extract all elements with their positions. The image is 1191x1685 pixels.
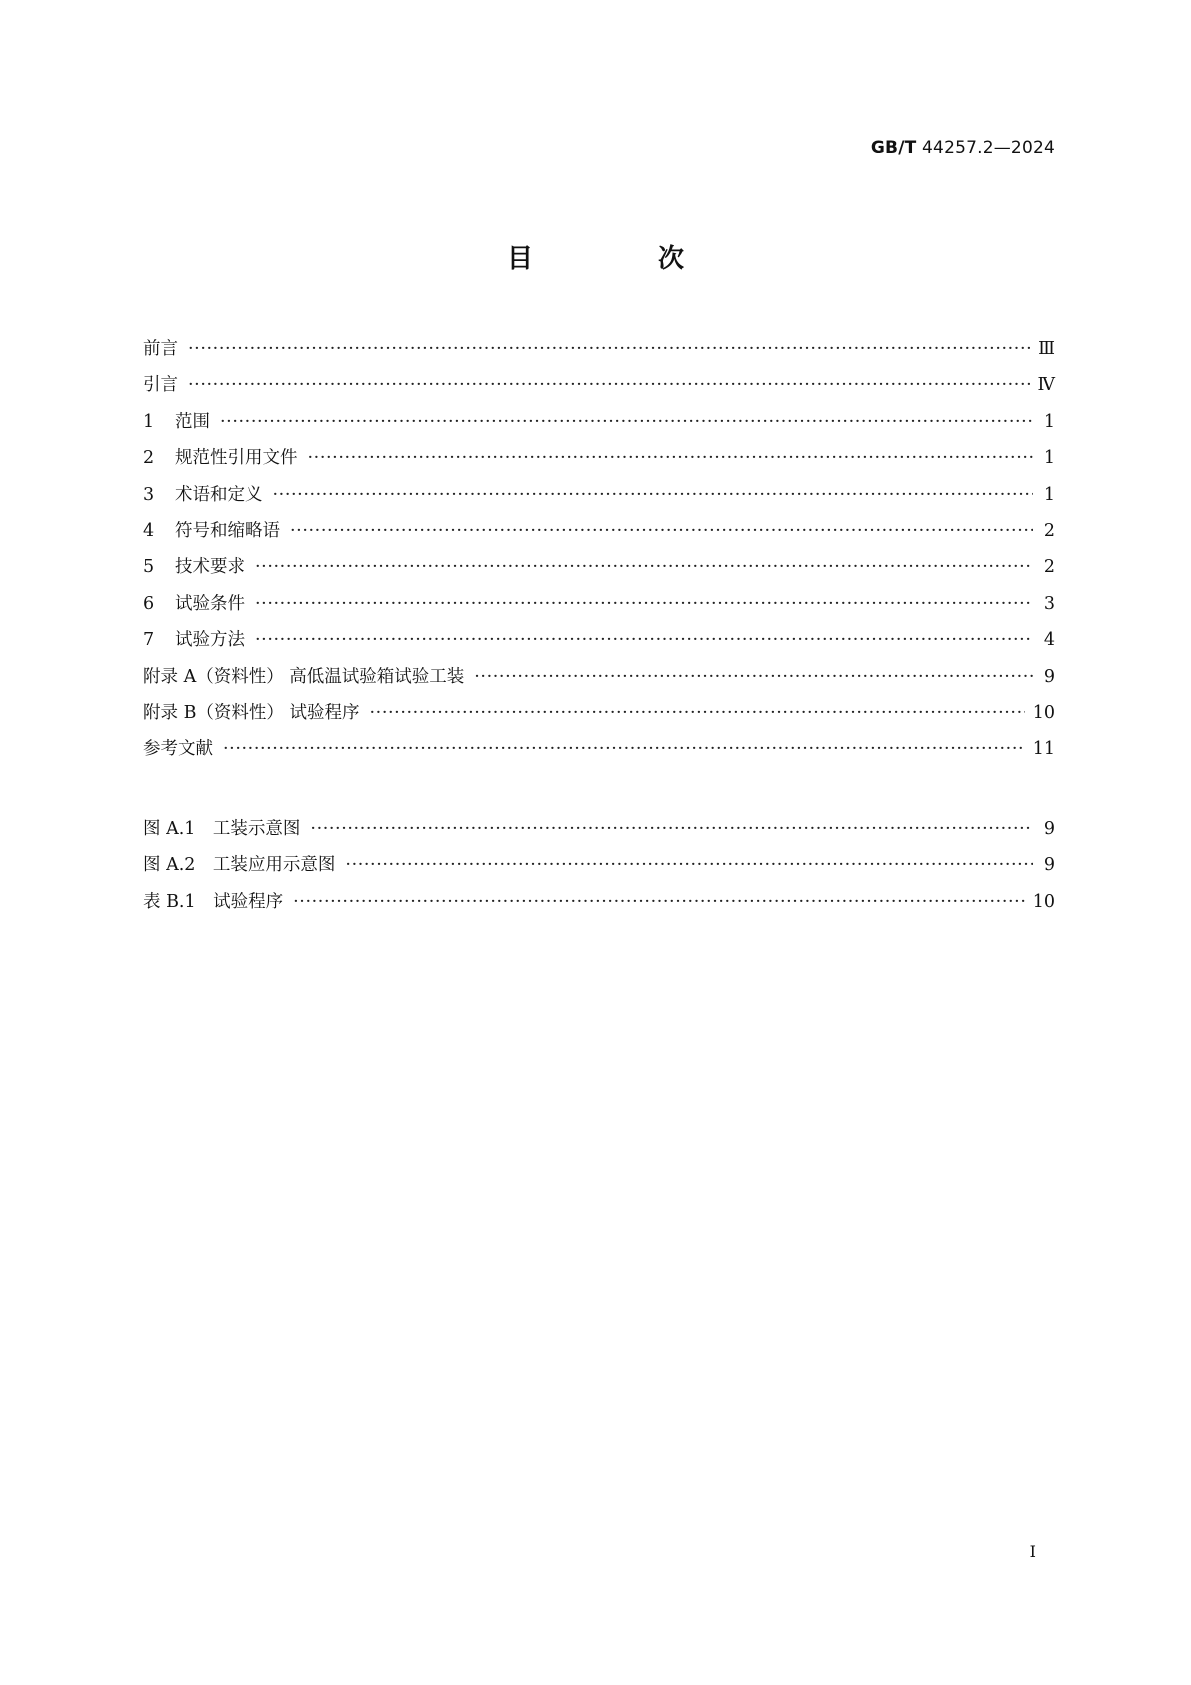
toc-entry-page: 10 [1032, 891, 1055, 912]
toc-entry-text: 技术要求 [175, 557, 245, 578]
toc-entry-label: 引言 [143, 375, 178, 396]
toc-entry-label: 附录 A（资料性） 高低温试验箱试验工装 [143, 666, 465, 687]
toc-entry[interactable] [143, 590, 1055, 626]
toc-leader-dots [220, 412, 1033, 432]
toc-entry-number: 2 [143, 448, 155, 469]
toc-leader-dots [345, 855, 1033, 875]
toc-leader-dots [188, 339, 1030, 359]
toc-entry-page: 9 [1043, 819, 1055, 839]
toc-entry-label: 表 B.1 试验程序 [143, 891, 284, 912]
toc-leader-dots [310, 819, 1033, 839]
toc-entry[interactable] [143, 663, 1055, 699]
toc-entry-label: 附录 B（资料性） 试验程序 [143, 702, 360, 723]
toc-entry-label [143, 517, 280, 542]
toc-entry-number: 5 [143, 557, 155, 578]
page-title: 目 次 [506, 244, 743, 274]
toc-figure-entry[interactable] [143, 815, 1055, 851]
toc-entry-number: 4 [143, 520, 155, 541]
toc-entry-page: Ⅲ [1038, 339, 1055, 359]
toc-entry-number: 7 [143, 630, 155, 651]
toc-leader-dots [255, 630, 1033, 650]
toc-leader-dots [223, 739, 1025, 759]
toc-entry-number: 3 [143, 484, 155, 505]
toc-entry-page: 1 [1043, 411, 1055, 432]
toc-entry-label: 参考文献 [143, 739, 213, 760]
document-code-prefix: GB/T [870, 138, 917, 158]
toc-entry-label [143, 553, 245, 578]
toc-entry-page: 1 [1043, 448, 1055, 469]
document-code-number: 44257.2—2024 [922, 138, 1055, 158]
toc-entry[interactable] [143, 481, 1055, 517]
toc-leader-dots [474, 667, 1033, 687]
toc-leader-dots [188, 375, 1030, 395]
toc-leader-dots [273, 485, 1034, 505]
toc-entry[interactable] [143, 553, 1055, 589]
toc-entry-text: 术语和定义 [175, 484, 263, 505]
toc-entry-label [143, 590, 245, 615]
toc-entry-page: 2 [1043, 557, 1055, 578]
toc-entry-label: 前言 [143, 339, 178, 359]
toc-entry[interactable] [143, 735, 1055, 771]
toc-leader-dots [255, 594, 1033, 614]
toc-entry-text: 范围 [175, 411, 210, 432]
toc-entry[interactable] [143, 408, 1055, 444]
toc-entry-page: 9 [1043, 666, 1055, 687]
toc-entry-number: 6 [143, 593, 155, 614]
toc-table-entry[interactable] [143, 888, 1055, 924]
toc-entry-label [143, 408, 210, 433]
toc-leader-dots [370, 703, 1025, 723]
toc-entry-page: 3 [1043, 593, 1055, 614]
toc-leader-dots [290, 521, 1033, 541]
toc-entry-label: 图 A.2 工装应用示意图 [143, 855, 336, 876]
toc-entry-label [143, 626, 245, 651]
toc-entry-page: 4 [1043, 630, 1055, 651]
toc-figures-list [143, 815, 1055, 924]
toc-leader-dots [308, 448, 1034, 468]
document-code [871, 138, 1055, 158]
page-number: Ⅰ [1029, 1542, 1036, 1561]
toc-entry-page: 11 [1032, 739, 1055, 760]
toc-entry-text: 规范性引用文件 [175, 448, 298, 469]
toc-entry-label [143, 444, 298, 469]
toc-entry-page: 10 [1032, 702, 1055, 723]
toc-entry-page: Ⅳ [1037, 375, 1055, 396]
toc-entry[interactable] [143, 517, 1055, 553]
toc-leader-dots [293, 892, 1025, 912]
toc-entry-label [143, 481, 263, 506]
toc-leader-dots [255, 557, 1033, 577]
toc-entry[interactable] [143, 444, 1055, 480]
toc-figure-entry[interactable] [143, 851, 1055, 887]
toc-entry[interactable] [143, 371, 1055, 407]
toc-entry-page: 2 [1043, 520, 1055, 541]
toc-entry-text: 试验条件 [175, 593, 245, 614]
toc-entry[interactable] [143, 335, 1055, 371]
toc-entry-page: 9 [1043, 855, 1055, 876]
toc-entry-text: 试验方法 [175, 630, 245, 651]
toc-main-list [143, 335, 1055, 772]
toc-entry-label: 图 A.1 工装示意图 [143, 819, 301, 839]
toc-entry[interactable] [143, 699, 1055, 735]
toc-entry-number: 1 [143, 411, 155, 432]
toc-entry[interactable] [143, 626, 1055, 662]
toc-entry-page: 1 [1043, 484, 1055, 505]
toc-entry-text: 符号和缩略语 [175, 520, 280, 541]
